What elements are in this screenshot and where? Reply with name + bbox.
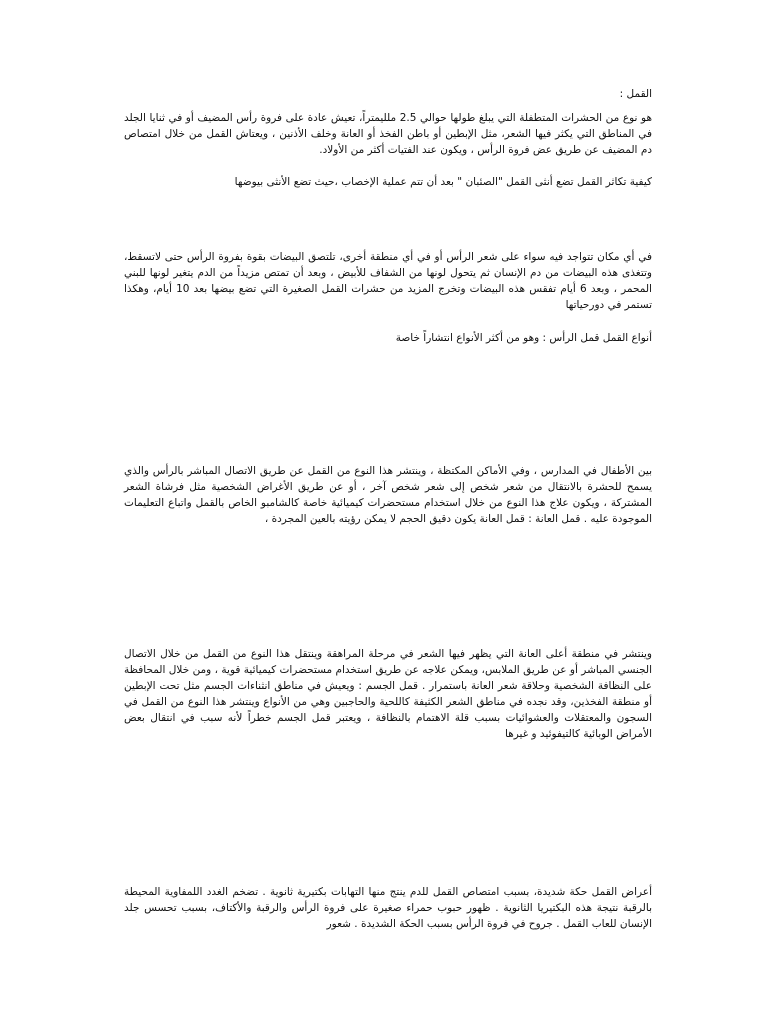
paragraph-definition: هو نوع من الحشرات المتطفلة التي يبلغ طولها حوالي 2.5 ملليمتراً، تعيش عادة على فروة رأس المضيف أو في ثنايا الجلد في المناطق التي يكثر فيها الشعر، مثل الإبطين أو باطن الفخذ أو العانة وخلف الأذنين ، ويعتاش القمل من خلال امتصاص دم المضيف عن طريق عض فروة الرأس ، ويكون عند الفتيات أكثر من الأولاد. xyxy=(124,112,653,156)
paragraph-reproduction: كيفية تكاثر القمل تضع أنثى القمل "الصئبان " بعد أن تتم عملية الإخصاب ،حيث تضع الأنثى بيوضها xyxy=(234,176,652,188)
section-title: القمل : xyxy=(619,88,652,100)
paragraph-symptoms: أعراض القمل حكة شديدة، بسبب امتصاص القمل للدم ينتج منها التهابات بكتيرية ثانوية . تضخم الغدد اللمفاوية المحيطة بالرقبة نتيجة هذه البكتيريا الثانوية . ظهور حبوب حمراء صغيرة على فروة الرأس والرقبة والأكتاف، بسبب تحسس جلد الإنسان للعاب القمل . جروح في فروة الرأس بسبب الحكة الشديدة . شعور xyxy=(124,886,652,930)
paragraph-eggs: في أي مكان تتواجد فيه سواء على شعر الرأس أو في أي منطقة أخرى، تلتصق البيضات بقوة بفروة الرأس حتى لاتسقط، وتتغذى هذه البيضات من دم الإنسان ثم يتحول لونها من الشفاف للأبيض ، وبعد أن تمتص مزيداً من الدم يتغير لونها للبني المحمر ، وبعد 6 أيام تفقس هذه البيضات وتخرج المزيد من حشرات القمل الصغيرة التي تضع بيضها بعد 10 أيام، وهكذا تستمر في دورحياتها xyxy=(124,251,652,311)
paragraph-head-lice-spread: بين الأطفال في المدارس ، وفي الأماكن المكتظة ، وينتشر هذا النوع من القمل عن طريق الاتصال المباشر بالرأس والذي يسمح للحشرة بالانتقال من شعر شخص إلى شعر شخص آخر ، أو عن طريق الأغراض الشخصية مثل فرشاة الشعر المشتركة ، ويكون علاج هذا النوع من خلال استخدام مستحضرات كيميائية خاصة كالشامبو الخاص بالقمل واتباع التعليمات الموجودة عليه . قمل العانة : قمل العانة يكون دقيق الحجم لا يمكن رؤيته بالعين المجردة ، xyxy=(124,465,652,525)
paragraph-types-head-lice: أنواع القمل قمل الرأس : وهو من أكثر الأنواع انتشاراً خاصة xyxy=(395,332,652,344)
paragraph-pubic-body-lice: وينتشر في منطقة أعلى العانة التي يظهر فيها الشعر في مرحلة المراهقة وينتقل هذا النوع من القمل من خلال الاتصال الجنسي المباشر أو عن طريق الملابس، ويمكن علاجه عن طريق استخدام مستحضرات كيميائية قوية ، ومن خلال المحافظة على النظافة الشخصية وحلاقة شعر العانة باستمرار . قمل الجسم : ويعيش في مناطق انثناءات الجسم مثل تحت الإبطين أو منطقة الفخذين، وقد نجده في مناطق الشعر الكثيفة كاللحية والحاجبين وهي من الأنواع وينتشر هذا النوع من القمل في السجون والمعتقلات والعشوائيات بسبب قلة الاهتمام بالنظافة ، ويعتبر قمل الجسم خطراً لأنه سبب في انتقال بعض الأمراض الوبائية كالتيفوئيد و غيرها xyxy=(124,648,652,740)
